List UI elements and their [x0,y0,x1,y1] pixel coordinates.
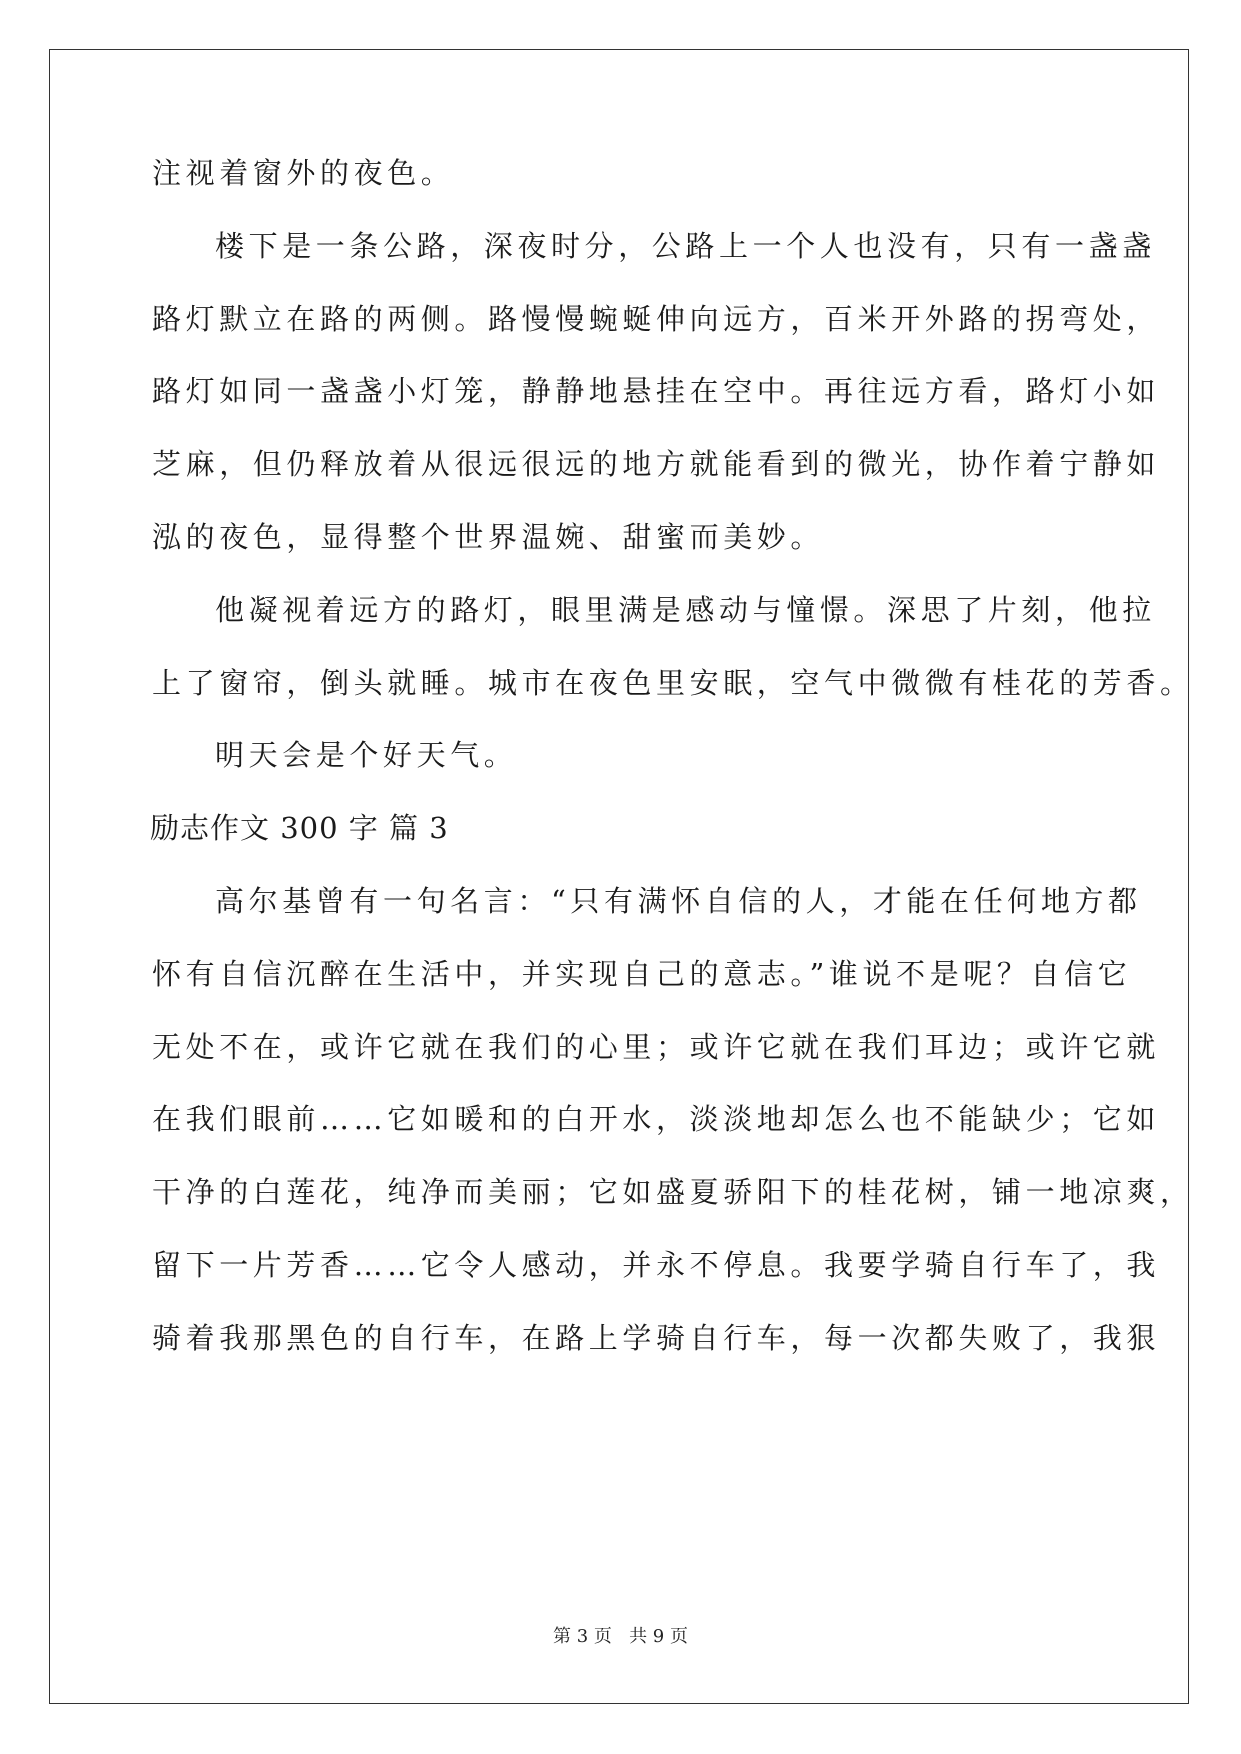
text-line: 干净的白莲花，纯净而美丽；它如盛夏骄阳下的桂花树，铺一地凉爽， [152,1175,1194,1209]
text-line: 注视着窗外的夜色。 [152,156,455,190]
text-line: 怀有自信沉醉在生活中，并实现自己的意志。”谁说不是呢？自信它 [152,957,1132,991]
text-line: 明天会是个好天气。 [215,738,518,772]
text-line: 泓的夜色，显得整个世界温婉、甜蜜而美妙。 [152,520,825,554]
text-line: 无处不在，或许它就在我们的心里；或许它就在我们耳边；或许它就 [152,1030,1161,1064]
text-line: 高尔基曾有一句名言：“只有满怀自信的人，才能在任何地方都 [215,884,1142,918]
text-line: 上了窗帘，倒头就睡。城市在夜色里安眠，空气中微微有桂花的芳香。 [152,666,1194,700]
text-line: 路灯如同一盏盏小灯笼，静静地悬挂在空中。再往远方看，路灯小如 [152,374,1161,408]
text-line: 留下一片芳香……它令人感动，并永不停息。我要学骑自行车了，我 [152,1248,1161,1282]
text-line: 骑着我那黑色的自行车，在路上学骑自行车，每一次都失败了，我狠 [152,1321,1161,1355]
page-number-footer: 第 3 页 共 9 页 [553,1626,688,1647]
section-heading: 励志作文 300 字 篇 3 [150,811,449,845]
text-line: 芝麻，但仍释放着从很远很远的地方就能看到的微光，协作着宁静如 [152,447,1161,481]
text-line: 他凝视着远方的路灯，眼里满是感动与憧憬。深思了片刻，他拉 [215,593,1156,627]
text-line: 楼下是一条公路，深夜时分，公路上一个人也没有，只有一盏盏 [215,229,1156,263]
text-line: 在我们眼前……它如暖和的白开水，淡淡地却怎么也不能缺少；它如 [152,1102,1161,1136]
page-border [49,49,1189,1704]
text-line: 路灯默立在路的两侧。路慢慢蜿蜒伸向远方，百米开外路的拐弯处， [152,302,1161,336]
